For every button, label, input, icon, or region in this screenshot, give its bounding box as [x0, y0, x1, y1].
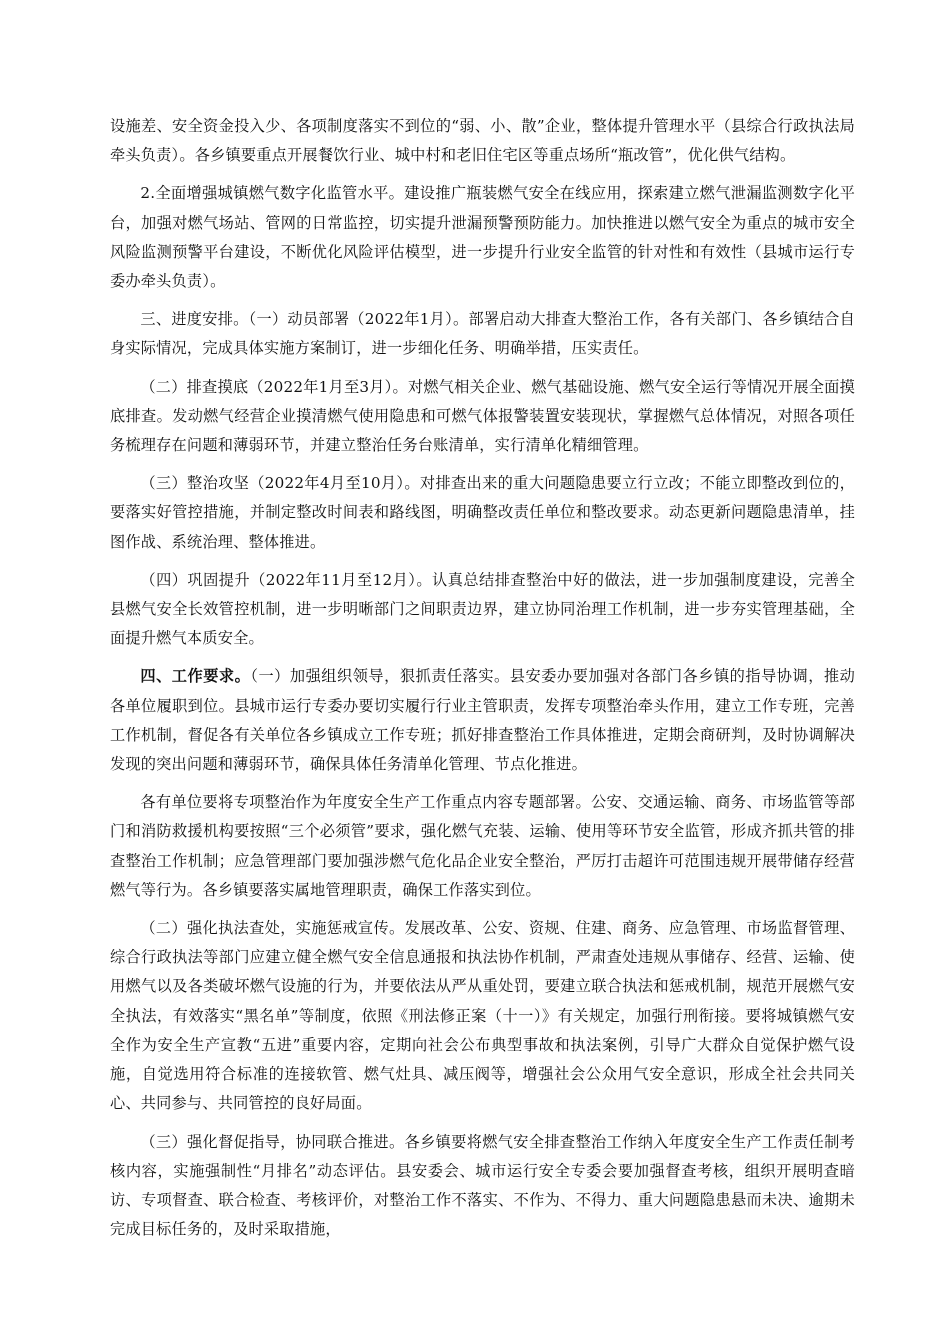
paragraph-3 [110, 305, 855, 363]
paragraph-text: （一）加强组织领导，狠抓责任落实。县安委办要加强对各部门各乡镇的指导协调，推动各单位履职到位。县城市运行专委办要切实履行行业主管职责，发挥专项整治牵头作用，建立工作专班，完善工作机制，督促各有关单位各乡镇成立工作专班；抓好排查整治工作具体推进，定期会商研判，及时协调解决发现的突出问题和薄弱环节，确保具体任务清单化管理、节点化推进。 [110, 667, 855, 774]
paragraph-9 [110, 914, 855, 1118]
paragraph-7 [110, 662, 855, 779]
paragraph-6 [110, 566, 855, 654]
paragraph-1 [110, 112, 855, 170]
paragraph-4 [110, 373, 855, 461]
paragraph-text: （二）排查摸底（2022年1月至3月）。对燃气相关企业、燃气基础设施、燃气安全运行等情况开展全面摸底排查。发动燃气经营企业摸清燃气使用隐患和可燃气体报警装置安装现状，掌握燃气总体情况，对照各项任务梳理存在问题和薄弱环节，并建立整治任务台账清单，实行清单化精细管理。 [110, 377, 855, 455]
paragraph-text: （四）巩固提升（2022年11月至12月）。认真总结排查整治中好的做法，进一步加强制度建设，完善全县燃气安全长效管控机制，进一步明晰部门之间职责边界，建立协同治理工作机制，进一步夯实管理基础，全面提升燃气本质安全。 [110, 570, 855, 648]
section-heading: 四、工作要求。 [140, 667, 251, 686]
paragraph-5 [110, 469, 855, 557]
paragraph-8 [110, 788, 855, 905]
document-body [110, 112, 855, 1253]
paragraph-text: 2.全面增强城镇燃气数字化监管水平。建设推广瓶装燃气安全在线应用，探索建立燃气泄漏监测数字化平台，加强对燃气场站、管网的日常监控，切实提升泄漏预警预防能力。加快推进以燃气安全为重点的城市安全风险监测预警平台建设，不断优化风险评估模型，进一步提升行业安全监管的针对性和有效性（县城市运行专委办牵头负责）。 [110, 184, 855, 291]
paragraph-text: 三、进度安排。（一）动员部署（2022年1月）。部署启动大排查大整治工作，各有关部门、各乡镇结合自身实际情况，完成具体实施方案制订，进一步细化任务、明确举措，压实责任。 [110, 310, 855, 358]
paragraph-text: （二）强化执法查处，实施惩戒宣传。发展改革、公安、资规、住建、商务、应急管理、市场监督管理、综合行政执法等部门应建立健全燃气安全信息通报和执法协作机制，严肃查处违规从事储存、经营、运输、使用燃气以及各类破坏燃气设施的行为，并要依法从严从重处罚，要建立联合执法和惩戒机制，规范开展燃气安全执法，有效落实“黑名单”等制度，依照《刑法修正案（十一）》有关规定，加强行刑衔接。要将城镇燃气安全作为安全生产宣教“五进”重要内容，定期向社会公布典型事故和执法案例，引导广大群众自觉保护燃气设施，自觉选用符合标准的连接软管、燃气灶具、减压阀等，增强社会公众用气安全意识，形成全社会共同关心、共同参与、共同管控的良好局面。 [110, 919, 855, 1113]
paragraph-10 [110, 1128, 855, 1245]
paragraph-text: 各有单位要将专项整治作为年度安全生产工作重点内容专题部署。公安、交通运输、商务、市场监管等部门和消防救援机构要按照“三个必须管”要求，强化燃气充装、运输、使用等环节安全监管，形成齐抓共管的排查整治工作机制；应急管理部门要加强涉燃气危化品企业安全整治，严厉打击超许可范围违规开展带储存经营燃气等行为。各乡镇要落实属地管理职责，确保工作落实到位。 [110, 793, 855, 899]
paragraph-2 [110, 179, 855, 296]
paragraph-text: 设施差、安全资金投入少、各项制度落实不到位的“弱、小、散”企业，整体提升管理水平（县综合行政执法局牵头负责）。各乡镇要重点开展餐饮行业、城中村和老旧住宅区等重点场所“瓶改管”，优化供气结构。 [110, 117, 855, 165]
paragraph-text: （三）强化督促指导，协同联合推进。各乡镇要将燃气安全排查整治工作纳入年度安全生产工作责任制考核内容，实施强制性“月排名”动态评估。县安委会、城市运行安全专委会要加强督查考核，组织开展明查暗访、专项督查、联合检查、考核评价，对整治工作不落实、不作为、不得力、重大问题隐患悬而未决、逾期未完成目标任务的，及时采取措施， [110, 1132, 855, 1239]
paragraph-text: （三）整治攻坚（2022年4月至10月）。对排查出来的重大问题隐患要立行立改；不能立即整改到位的，要落实好管控措施，并制定整改时间表和路线图，明确整改责任单位和整改要求。动态更新问题隐患清单，挂图作战、系统治理、整体推进。 [110, 474, 855, 551]
